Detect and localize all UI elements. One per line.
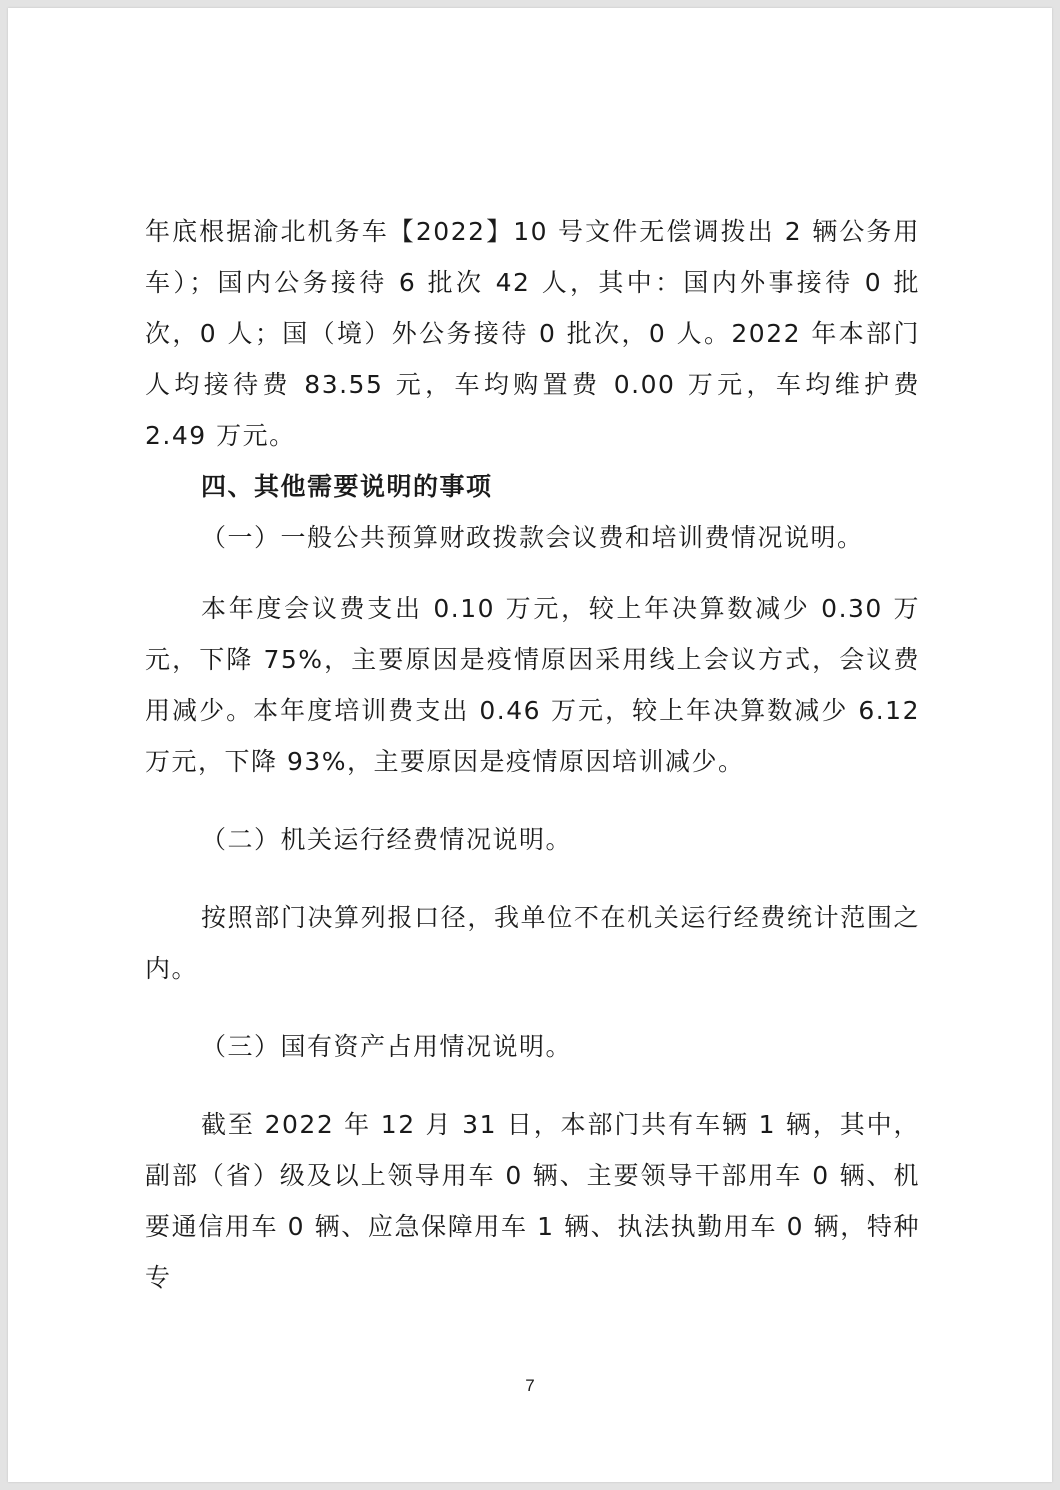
paragraph-operating-expenses: 按照部门决算列报口径，我单位不在机关运行经费统计范围之内。 (145, 903, 920, 983)
document-page (8, 8, 1052, 1482)
subheading-state-assets: （三）国有资产占用情况说明。 (201, 1032, 573, 1061)
paragraph-state-assets-vehicles: 截至 2022 年 12 月 31 日，本部门共有车辆 1 辆，其中，副部（省）级及以上领导用车 0 辆、主要领导干部用车 0 辆、机要通信用车 0 辆、应急保障用车 1 辆、执法执勤用车 0 辆，特种专 (145, 1110, 920, 1292)
paragraph-reception-vehicle-costs: 年底根据渝北机务车【2022】10 号文件无偿调拨出 2 辆公务用车）；国内公务接待 6 批次 42 人，其中：国内外事接待 0 批次，0 人；国（境）外公务接待 0 批次，0 人。2022 年本部门人均接待费 83.55 元，车均购置费 0.00 万元，车均维护费 2.49 万元。 (145, 217, 920, 450)
section-heading-other-matters: 四、其他需要说明的事项 (201, 472, 493, 501)
paragraph-meeting-training-fees: 本年度会议费支出 0.10 万元，较上年决算数减少 0.30 万元，下降 75%，主要原因是疫情原因采用线上会议方式，会议费用减少。本年度培训费支出 0.46 万元，较上年决算数减少 6.12 万元，下降 93%，主要原因是疫情原因培训减少。 (145, 594, 920, 776)
document-body (145, 206, 920, 1303)
subheading-meeting-training-fees: （一）一般公共预算财政拨款会议费和培训费情况说明。 (201, 523, 864, 552)
subheading-operating-expenses: （二）机关运行经费情况说明。 (201, 825, 573, 854)
page-number: 7 (525, 1376, 535, 1395)
